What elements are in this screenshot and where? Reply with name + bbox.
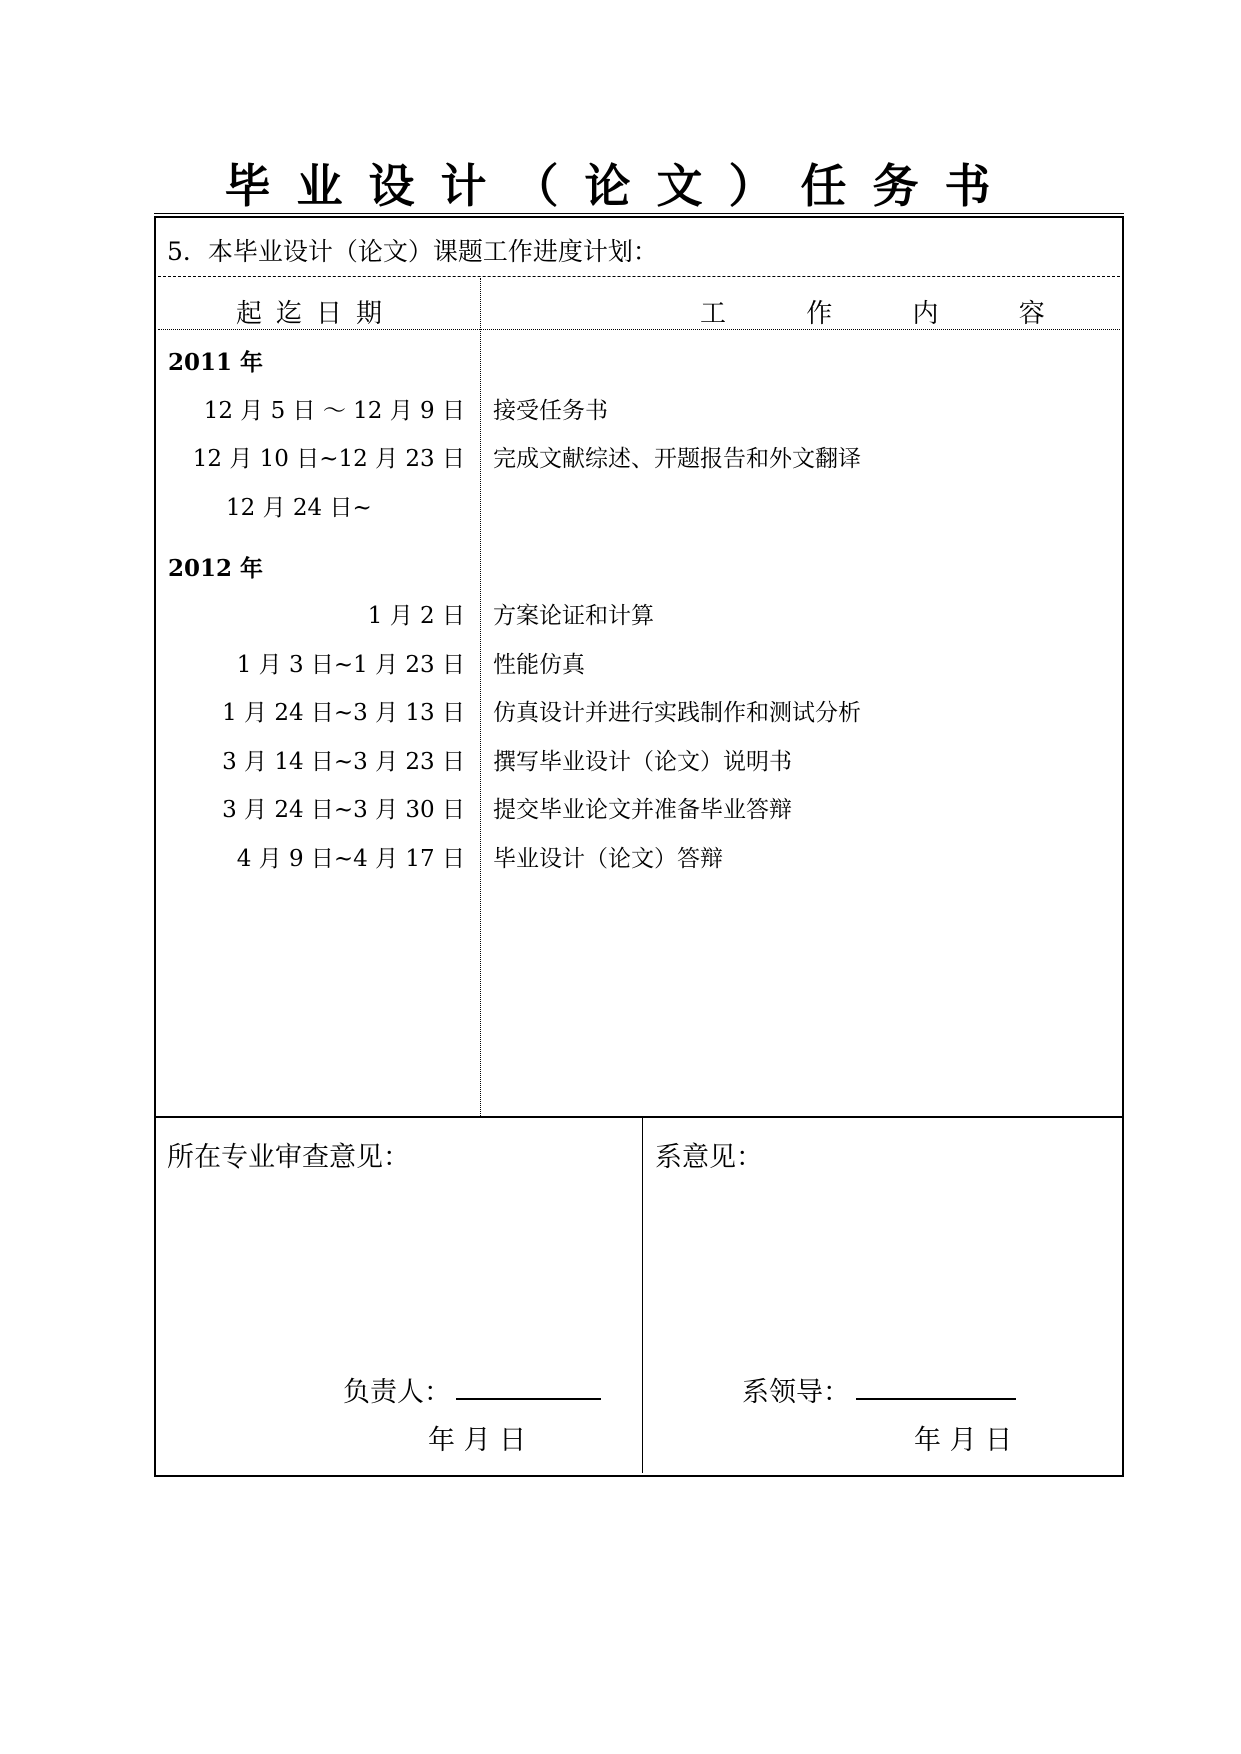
year-label: 2012 年 — [168, 555, 264, 582]
dept-leader-signature-line[interactable] — [856, 1398, 1016, 1400]
schedule-date: 3 月 14 日~3 月 23 日 — [222, 749, 465, 775]
schedule-date: 3 月 24 日~3 月 30 日 — [222, 797, 465, 823]
schedule-task: 完成文献综述、开题报告和外文翻译 — [493, 446, 861, 472]
dept-opinion-date: 年 月 日 — [914, 1425, 1013, 1456]
schedule-date: 4 月 9 日~4 月 17 日 — [236, 846, 465, 872]
schedule-date: 1 月 2 日 — [367, 603, 465, 629]
schedule-task: 性能仿真 — [493, 652, 585, 678]
year-label: 2011 年 — [168, 349, 264, 376]
schedule-date: 12 月 5 日 ～ 12 月 9 日 — [203, 398, 465, 424]
responsible-signature-line[interactable] — [456, 1398, 601, 1400]
opinion-divider — [642, 1118, 643, 1473]
schedule-task: 仿真设计并进行实践制作和测试分析 — [493, 700, 861, 726]
schedule-task: 毕业设计（论文）答辩 — [493, 846, 723, 872]
dept-leader-label: 系领导： — [742, 1377, 850, 1408]
dates-column-header: 起迄日期 — [236, 299, 397, 329]
schedule-date: 1 月 24 日~3 月 13 日 — [222, 700, 465, 726]
heading-divider — [158, 276, 1120, 277]
document-title: 毕业设计（论文）任务书 — [224, 159, 1017, 213]
section-heading: 5．本毕业设计（论文）课题工作进度计划： — [167, 237, 658, 266]
section-divider — [154, 1116, 1124, 1118]
major-review-label: 所在专业审查意见： — [167, 1142, 410, 1173]
header-divider — [158, 329, 1120, 330]
schedule-task: 撰写毕业设计（论文）说明书 — [493, 749, 792, 775]
schedule-date: 12 月 10 日~12 月 23 日 — [192, 446, 465, 472]
title-rule — [154, 213, 1124, 214]
schedule-task: 接受任务书 — [493, 398, 608, 424]
responsible-person-label: 负责人： — [343, 1377, 451, 1408]
schedule-date: 12 月 24 日~ — [226, 495, 372, 521]
major-review-date: 年 月 日 — [428, 1425, 527, 1456]
schedule-date: 1 月 3 日~1 月 23 日 — [236, 652, 465, 678]
content-column-header: 工 作 内 容 — [700, 299, 1081, 329]
dept-opinion-label: 系意见： — [655, 1142, 763, 1173]
schedule-task: 提交毕业论文并准备毕业答辩 — [493, 797, 792, 823]
schedule-task: 方案论证和计算 — [493, 603, 654, 629]
column-divider — [480, 278, 481, 1116]
